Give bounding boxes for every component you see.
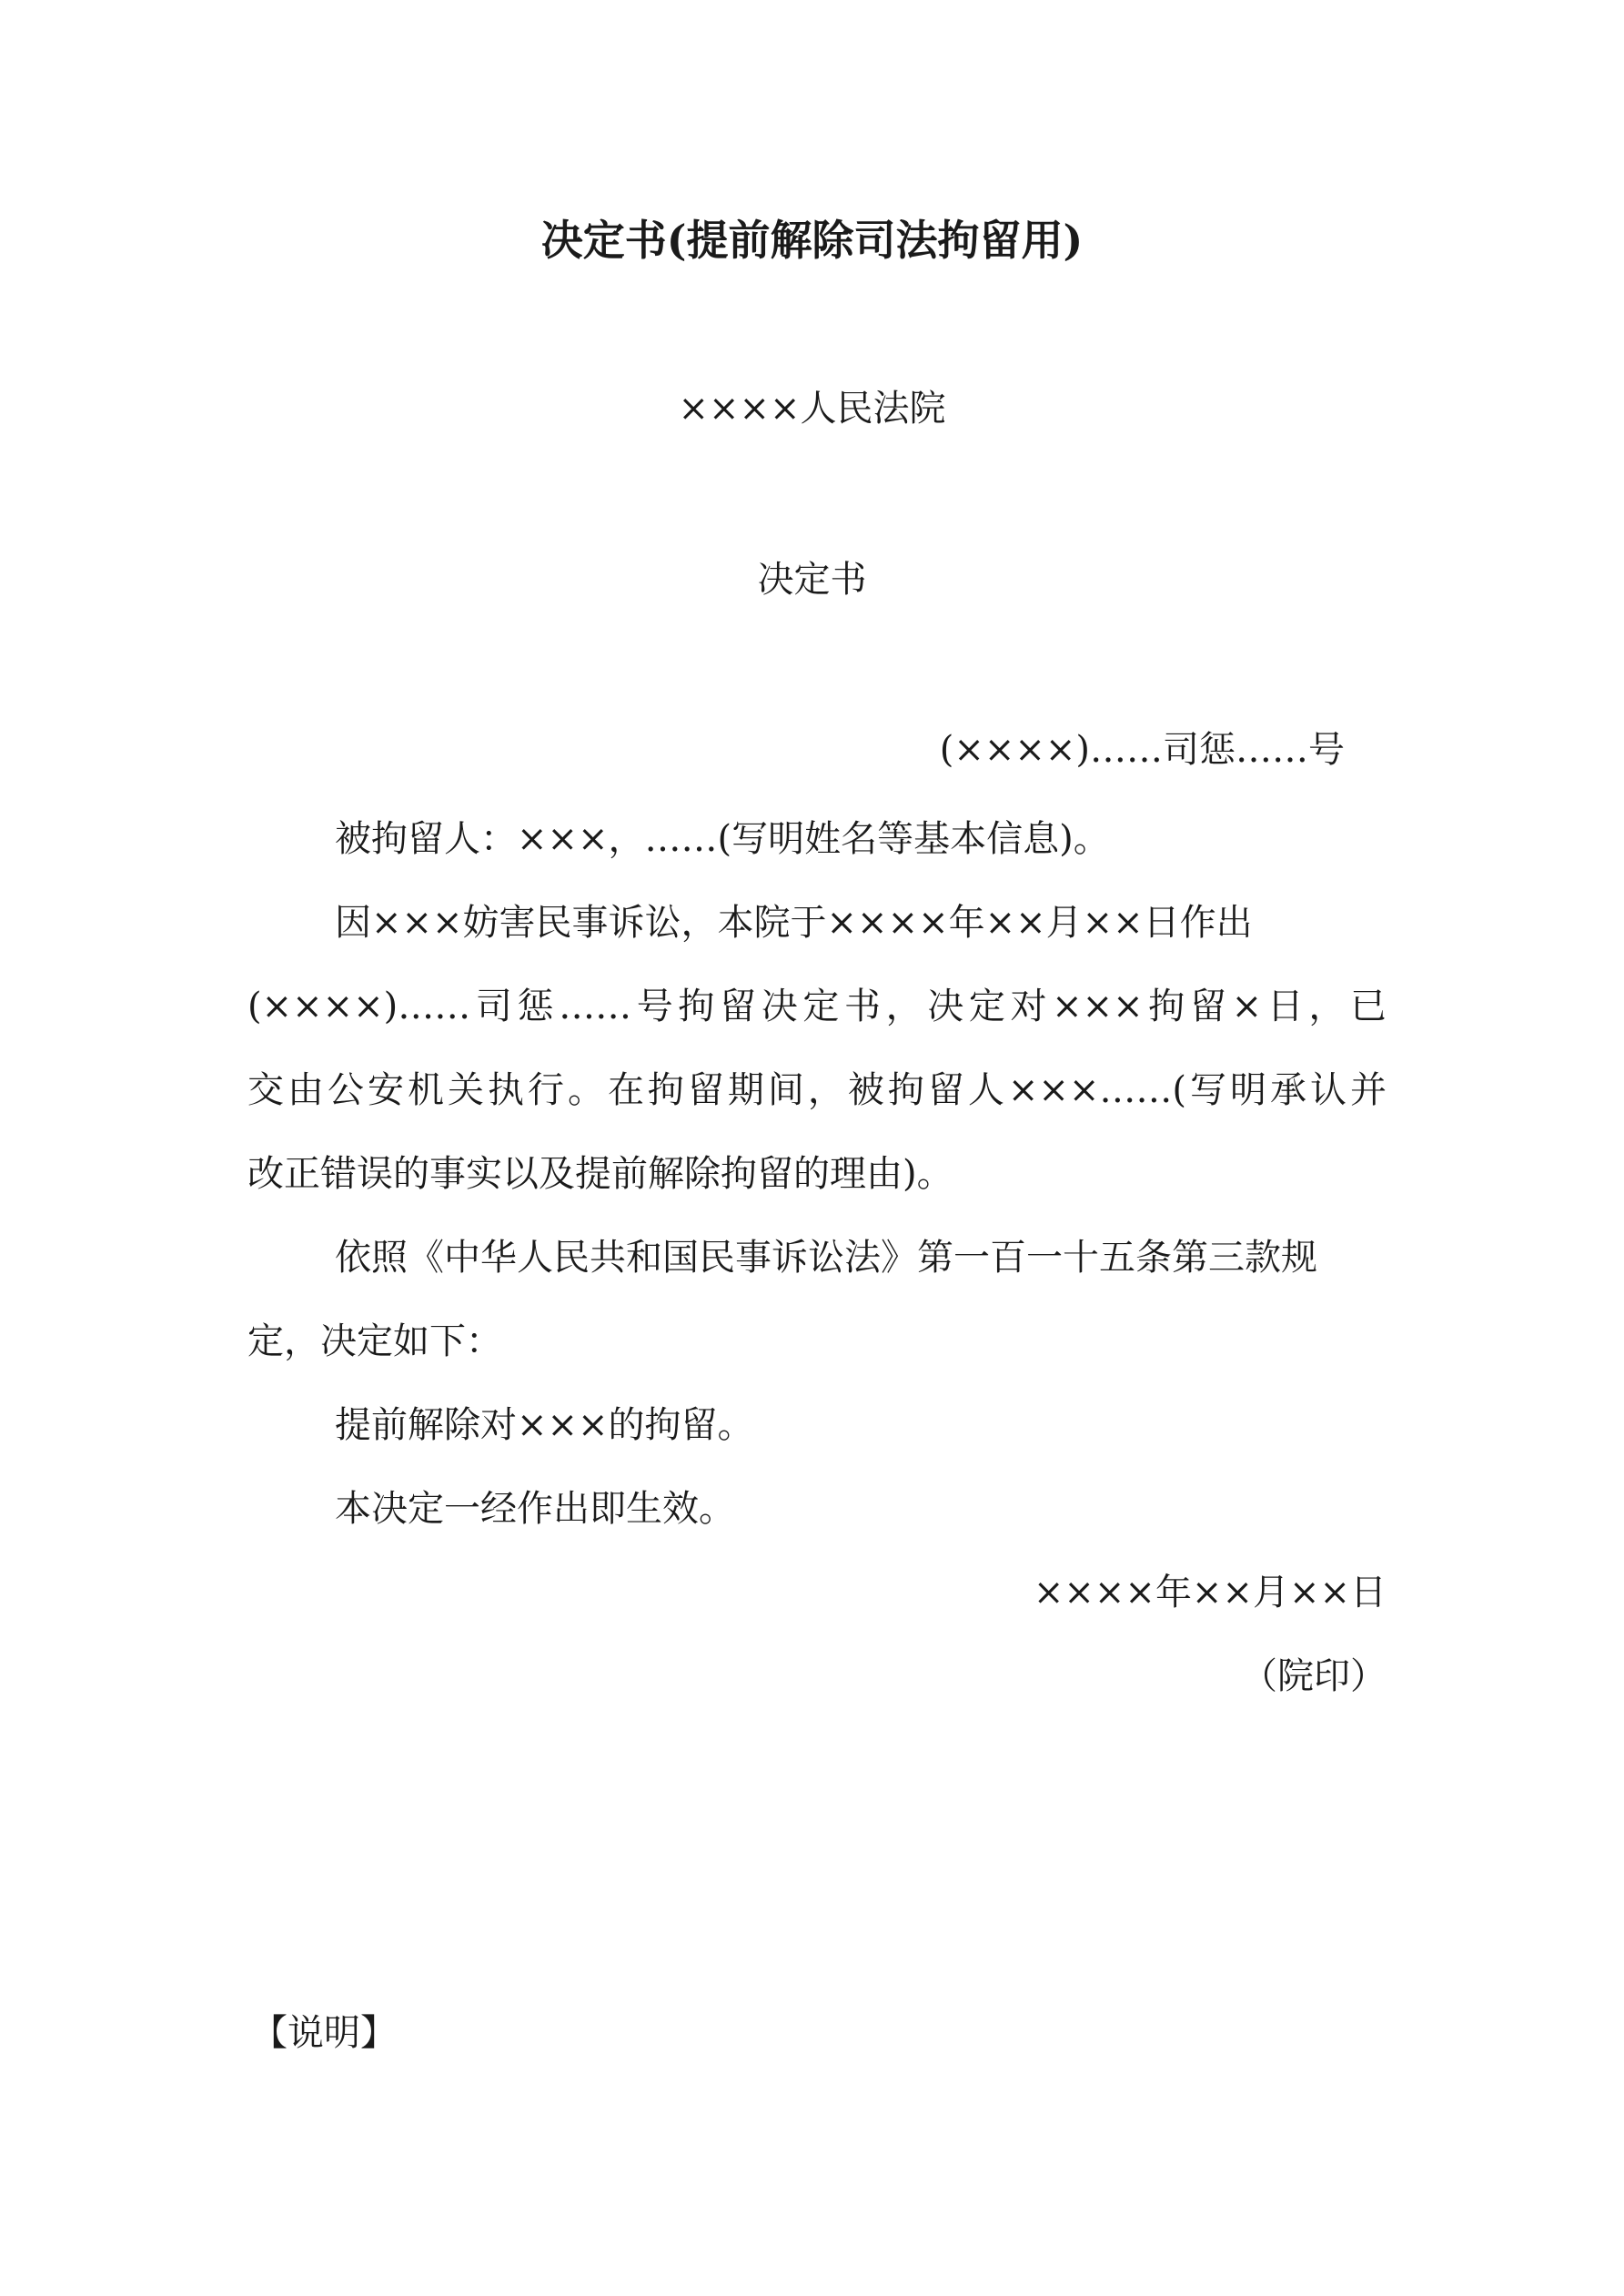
paragraph-1-line-4: 改正错误的事实以及提前解除拘留的理由)。 xyxy=(247,1153,953,1195)
paragraph-2-line-2: 定，决定如下： xyxy=(247,1320,502,1362)
court-name: ××××人民法院 xyxy=(678,388,946,430)
detainee-line: 被拘留人：×××，……(写明姓名等基本信息)。 xyxy=(335,818,1110,860)
case-number: (××××)……司惩……号 xyxy=(939,729,1345,771)
note-heading: 【说明】 xyxy=(251,2012,397,2054)
decision-date: ××××年××月××日 xyxy=(1033,1572,1387,1613)
court-seal: （院印） xyxy=(1241,1655,1387,1697)
effect-line: 本决定一经作出即生效。 xyxy=(335,1488,735,1530)
decision-line: 提前解除对×××的拘留。 xyxy=(335,1404,754,1446)
paragraph-1-line-3: 交由公安机关执行。在拘留期间，被拘留人×××……(写明承认并 xyxy=(247,1069,1387,1111)
document-type-heading: 决定书 xyxy=(757,559,867,601)
paragraph-2-line-1: 依照《中华人民共和国民事诉讼法》第一百一十五条第三款规 xyxy=(335,1237,1317,1279)
document-title: 决定书(提前解除司法拘留用) xyxy=(540,216,1084,265)
paragraph-1-line-2: (××××)……司惩……号拘留决定书，决定对×××拘留×日，已 xyxy=(247,986,1387,1027)
paragraph-1-line-1: 因×××妨害民事诉讼，本院于××××年××月××日作出 xyxy=(335,902,1253,944)
